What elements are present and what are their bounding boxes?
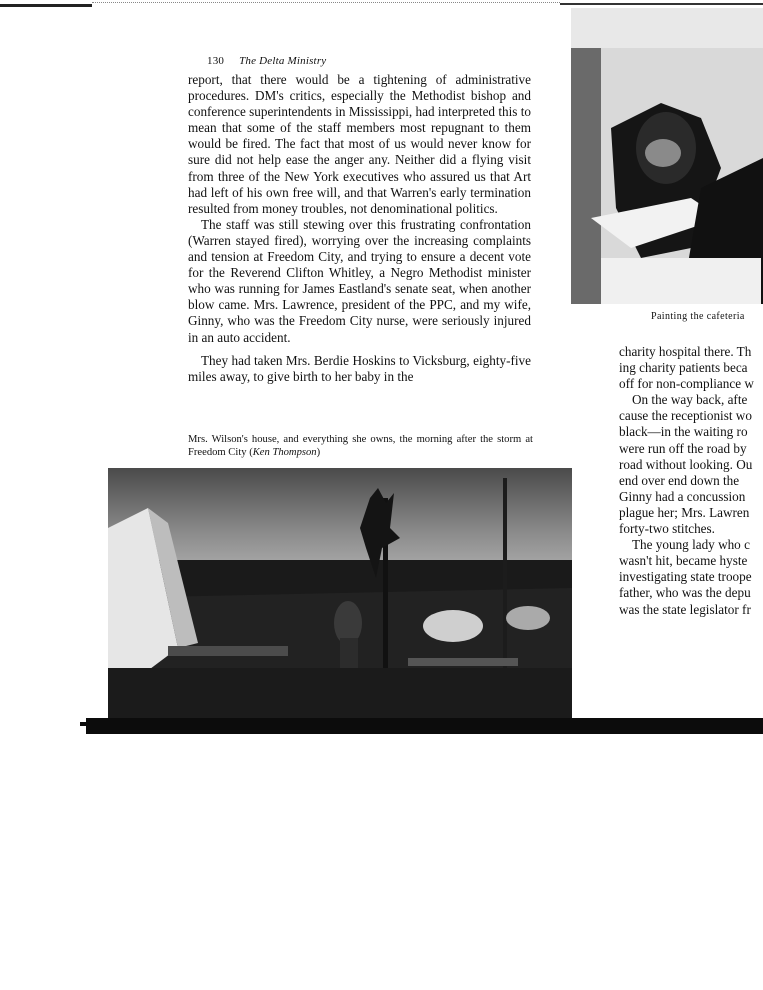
top-left-scan-edge <box>0 4 92 7</box>
right-line: end over end down the <box>619 472 740 488</box>
right-line: black—in the waiting ro <box>619 424 748 440</box>
page-number: 130 <box>207 55 225 67</box>
top-right-scan-edge <box>560 3 763 5</box>
book-title: The Delta Ministry <box>239 55 327 67</box>
paragraph-3: They had taken Mrs. Berdie Hoskins to Vicksburg, eighty-five miles away, to give birth to her baby in the <box>188 352 531 384</box>
caption-text: Mrs. Wilson's house, and everything she owns, the morning after the storm at Freedom City ( <box>188 434 533 458</box>
right-line: cause the receptionist wo <box>619 408 752 424</box>
cafeteria-photo-illustration <box>571 8 763 304</box>
right-line: The young lady who c <box>632 537 750 553</box>
left-text-column <box>188 72 531 385</box>
right-line: Ginny had a concussion <box>619 488 746 504</box>
photo-credit: Ken Thompson <box>252 447 317 458</box>
cafeteria-painting-photo <box>571 8 763 304</box>
right-line: wasn't hit, became hyste <box>619 553 748 569</box>
right-line: off for non-compliance w <box>619 376 754 392</box>
right-line: On the way back, afte <box>632 392 748 408</box>
paragraph-2: The staff was still stewing over this frustrating confrontation (Warren stayed fired), worrying over the increasing complaints and tension at Freedom City, and trying to ensure a decent vote for the Reverend Clifton Whitley, a Negro Methodist minister who was running for James Eastland's senate seat, when another blow came. Mrs. Lawrence, president of the PPC, and my wife, Ginny, who was the Freedom City nurse, were seriously injured in an auto accident. <box>188 216 531 345</box>
bottom-photo-caption <box>188 433 533 459</box>
right-line: father, who was the depu <box>619 585 751 601</box>
storm-damage-photo-illustration <box>108 468 572 722</box>
paragraph-1: report, that there would be a tightening of administrative procedures. DM's critics, especially the Methodist bishop and conference superintendents in Mississippi, had interpreted this to mean that some of the staff members most repugnant to them would be fired. The fact that most of us would never know for sure did not help ease the anger any. Neither did a flying visit from three of the New York executives who assured us that Art had left of his own free will, and that Warren's early termination resulted from money troubles, not denominational politics. <box>188 72 531 216</box>
right-line: plague her; Mrs. Lawren <box>619 504 750 520</box>
right-line: were run off the road by <box>619 440 747 456</box>
bottom-scan-edge <box>86 718 763 734</box>
storm-damage-photo <box>108 468 572 722</box>
running-head <box>207 55 326 67</box>
right-line: road without looking. Ou <box>619 456 753 472</box>
top-border-dotted <box>92 2 560 3</box>
right-line: ing charity patients beca <box>619 360 748 376</box>
right-photo-caption: Painting the cafeteria <box>651 311 745 322</box>
right-line: investigating state troope <box>619 569 752 585</box>
right-line: forty-two stitches. <box>619 521 715 537</box>
right-text-column <box>619 344 763 618</box>
caption-close: ) <box>316 447 321 458</box>
right-line: charity hospital there. Th <box>619 344 752 359</box>
right-line: was the state legislator fr <box>619 601 751 617</box>
